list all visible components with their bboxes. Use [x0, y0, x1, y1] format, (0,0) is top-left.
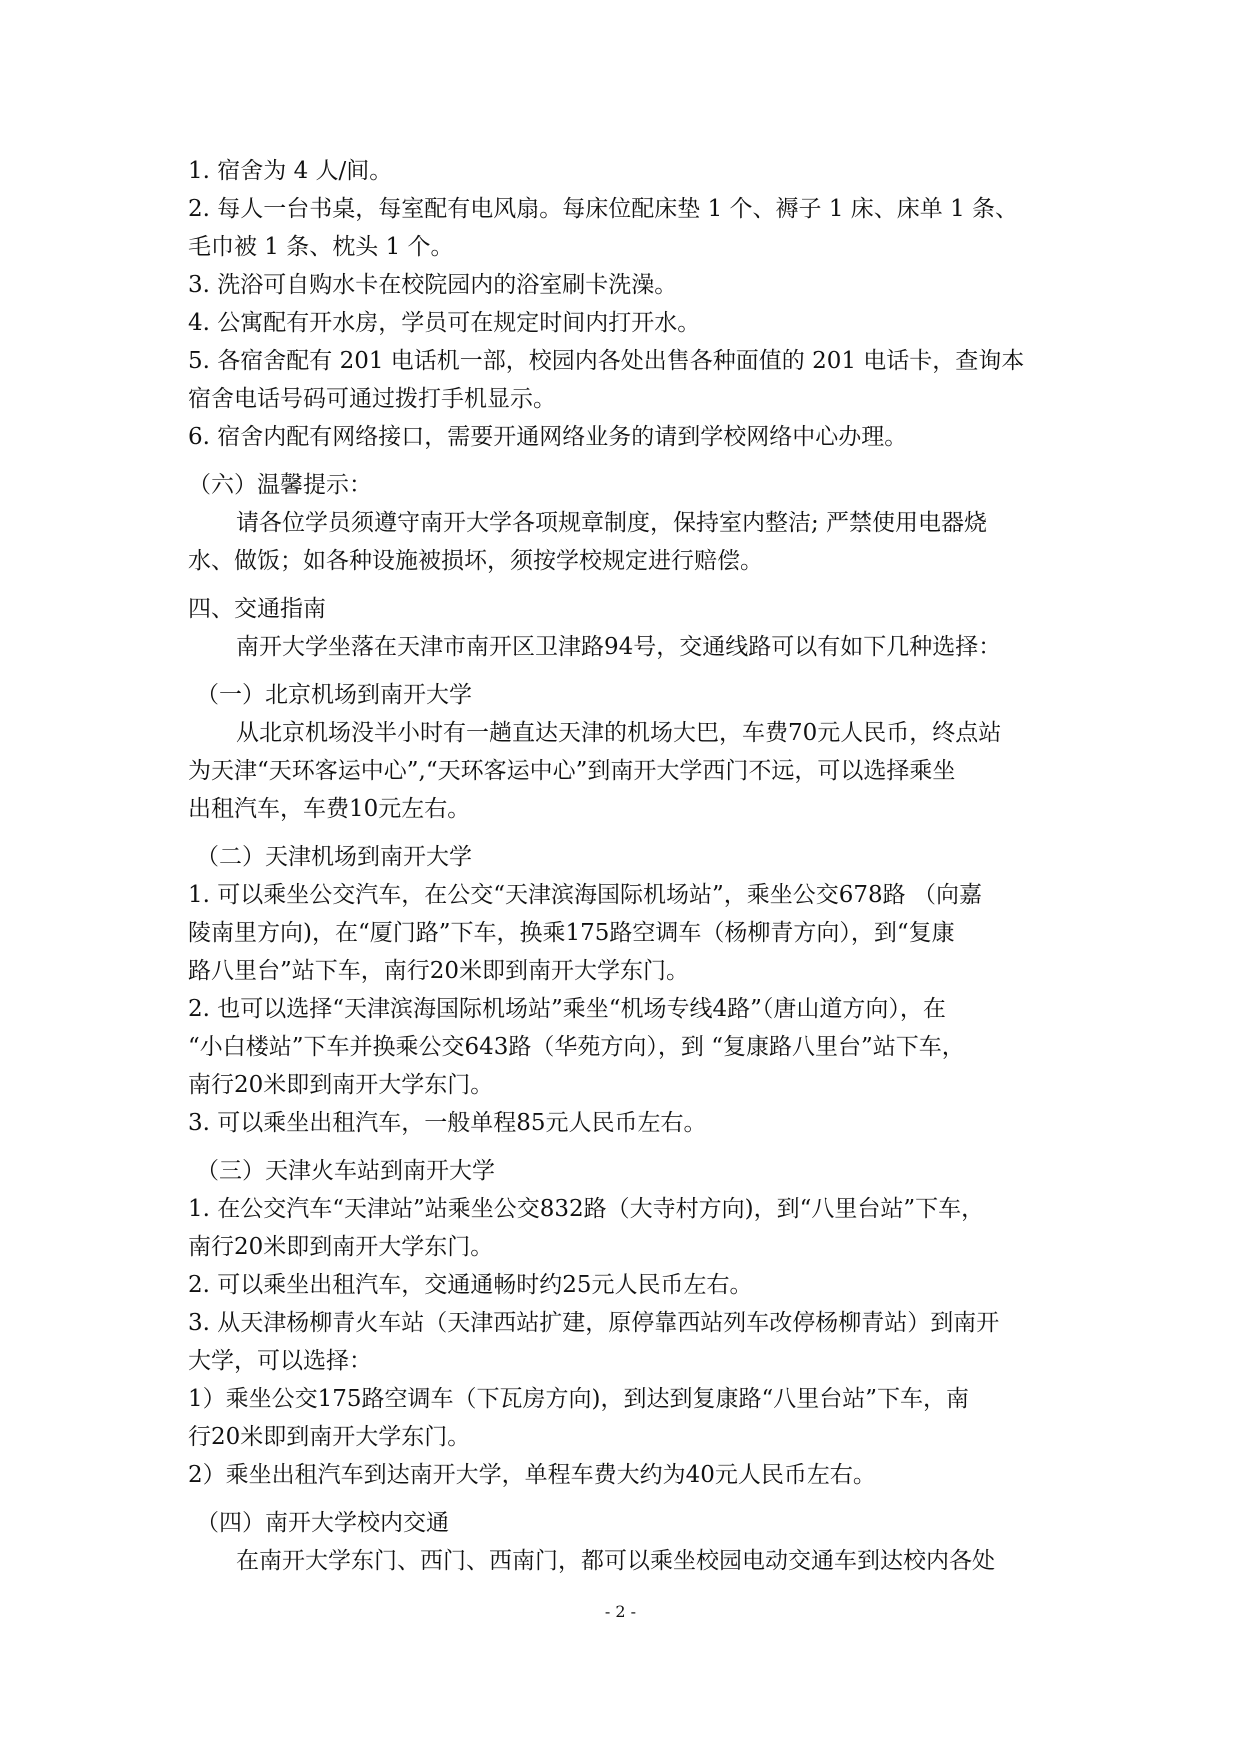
- train-station-line-6: 1）乘坐公交175路空调车（下瓦房方向)，到达到复康路“八里台站”下车，南: [188, 1386, 970, 1412]
- train-station-section: [188, 1152, 1058, 1494]
- tianjin-airport-line-3: 路八里台”站下车，南行20米即到南开大学东门。: [188, 958, 690, 984]
- train-station-line-8: 2）乘坐出租汽车到达南开大学，单程车费大约为40元人民币左右。: [188, 1462, 876, 1488]
- tips-section: [188, 466, 1058, 580]
- dorm-item-5: 5. 各宿舍配有 201 电话机一部，校园内各处出售各种面值的 201 电话卡，查询本: [188, 348, 1025, 374]
- campus-traffic-line-1: 在南开大学东门、西门、西南门，都可以乘坐校园电动交通车到达校内各处: [236, 1548, 995, 1574]
- tips-paragraph-line-1: 请各位学员须遵守南开大学各项规章制度，保持室内整洁; 严禁使用电器烧: [236, 510, 988, 536]
- tianjin-airport-line-1: 1. 可以乘坐公交汽车，在公交“天津滨海国际机场站”，乘坐公交678路 （向嘉: [188, 882, 982, 908]
- train-station-line-4: 3. 从天津杨柳青火车站（天津西站扩建，原停靠西站列车改停杨柳青站）到南开: [188, 1310, 1000, 1336]
- tips-paragraph-line-2: 水、做饭；如各种设施被损坏，须按学校规定进行赔偿。: [188, 548, 763, 574]
- train-station-line-1: 1. 在公交汽车“天津站”站乘坐公交832路（大寺村方向)，到“八里台站”下车，: [188, 1196, 985, 1222]
- dorm-item-3: 3. 洗浴可自购水卡在校院园内的浴室刷卡洗澡。: [188, 272, 678, 298]
- campus-traffic-heading: （四）南开大学校内交通: [196, 1510, 449, 1536]
- page-body: [188, 152, 1058, 1580]
- dorm-item-1: 1. 宿舍为 4 人/间。: [188, 158, 393, 184]
- dorm-item-5-cont: 宿舍电话号码可通过拨打手机显示。: [188, 386, 556, 412]
- beijing-airport-section: [188, 676, 1058, 828]
- tianjin-airport-line-5: “小白楼站”下车并换乘公交643路（华苑方向），到 “复康路八里台”站下车，: [188, 1034, 965, 1060]
- campus-traffic-section: [188, 1504, 1058, 1580]
- traffic-section: [188, 590, 1058, 666]
- train-station-line-3: 2. 可以乘坐出租汽车，交通通畅时约25元人民币左右。: [188, 1272, 753, 1298]
- dorm-item-4: 4. 公寓配有开水房，学员可在规定时间内打开水。: [188, 310, 701, 336]
- tianjin-airport-line-6: 南行20米即到南开大学东门。: [188, 1072, 494, 1098]
- beijing-airport-line-2: 为天津“天环客运中心”,“天环客运中心”到南开大学西门不远，可以选择乘坐: [188, 758, 956, 784]
- train-station-heading: （三）天津火车站到南开大学: [196, 1158, 495, 1184]
- dorm-item-6: 6. 宿舍内配有网络接口，需要开通网络业务的请到学校网络中心办理。: [188, 424, 908, 450]
- traffic-heading: 四、交通指南: [188, 596, 326, 622]
- tianjin-airport-line-2: 陵南里方向)，在“厦门路”下车，换乘175路空调车（杨柳青方向），到“复康: [188, 920, 955, 946]
- dorm-item-2: 2. 每人一台书桌，每室配有电风扇。每床位配床垫 1 个、褥子 1 床、床单 1 条、: [188, 196, 1019, 222]
- beijing-airport-heading: （一）北京机场到南开大学: [196, 682, 472, 708]
- tianjin-airport-line-4: 2. 也可以选择“天津滨海国际机场站”乘坐“机场专线4路”（唐山道方向），在: [188, 996, 946, 1022]
- dorm-item-2-cont: 毛巾被 1 条、枕头 1 个。: [188, 234, 454, 260]
- train-station-line-5: 大学，可以选择：: [188, 1348, 372, 1374]
- tianjin-airport-heading: （二）天津机场到南开大学: [196, 844, 472, 870]
- tianjin-airport-section: [188, 838, 1058, 1142]
- train-station-line-2: 南行20米即到南开大学东门。: [188, 1234, 494, 1260]
- dorm-list: [188, 152, 1058, 456]
- beijing-airport-line-3: 出租汽车，车费10元左右。: [188, 796, 471, 822]
- tianjin-airport-line-7: 3. 可以乘坐出租汽车，一般单程85元人民币左右。: [188, 1110, 707, 1136]
- page-number: - 2 -: [604, 1602, 637, 1621]
- tips-heading: （六）温馨提示：: [188, 472, 372, 498]
- beijing-airport-line-1: 从北京机场没半小时有一趟直达天津的机场大巴，车费70元人民币，终点站: [236, 720, 1002, 746]
- traffic-intro: 南开大学坐落在天津市南开区卫津路94号，交通线路可以有如下几种选择：: [236, 634, 1002, 660]
- train-station-line-7: 行20米即到南开大学东门。: [188, 1424, 471, 1450]
